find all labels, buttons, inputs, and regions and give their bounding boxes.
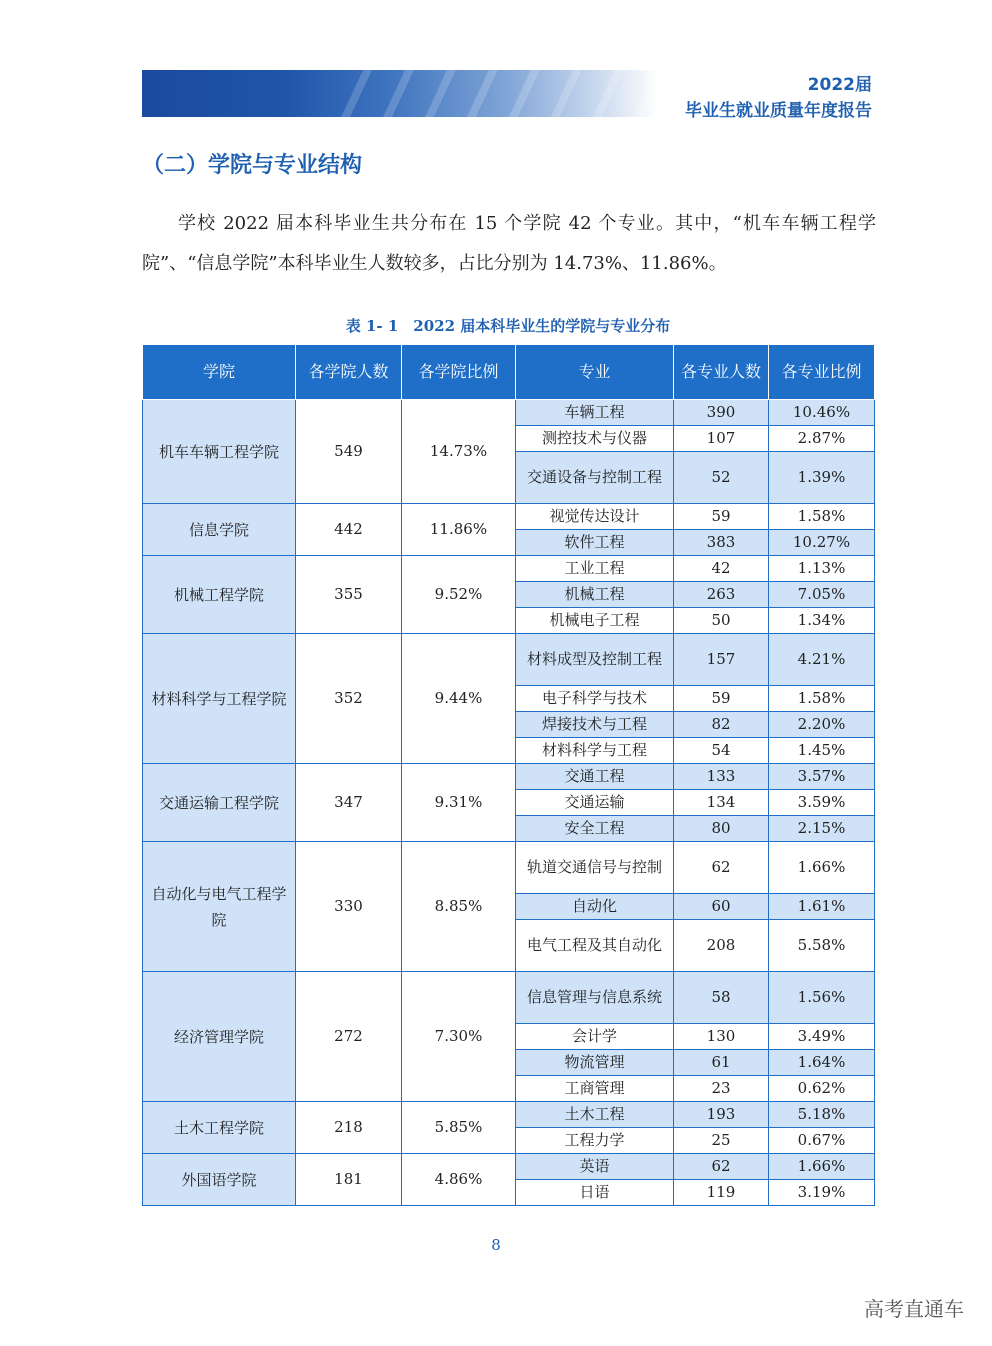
- report-title: 毕业生就业质量年度报告: [685, 101, 872, 121]
- college-count-cell: 330: [296, 842, 402, 972]
- major-name-cell: 交通工程: [516, 764, 674, 790]
- major-name-cell: 材料成型及控制工程: [516, 634, 674, 686]
- college-major-table: [142, 344, 875, 1206]
- table-row: [143, 400, 875, 426]
- major-name-cell: 电气工程及其自动化: [516, 920, 674, 972]
- college-ratio-cell: 7.30%: [402, 972, 516, 1102]
- college-ratio-cell: 9.52%: [402, 556, 516, 634]
- table-row: [143, 842, 875, 894]
- major-ratio-cell: 1.56%: [769, 972, 875, 1024]
- major-ratio-cell: 1.61%: [769, 894, 875, 920]
- table-row: [143, 634, 875, 686]
- major-ratio-cell: 1.58%: [769, 504, 875, 530]
- table-row: [143, 764, 875, 790]
- college-ratio-cell: 5.85%: [402, 1102, 516, 1154]
- major-ratio-cell: 7.05%: [769, 582, 875, 608]
- major-ratio-cell: 3.49%: [769, 1024, 875, 1050]
- major-ratio-cell: 3.57%: [769, 764, 875, 790]
- major-name-cell: 车辆工程: [516, 400, 674, 426]
- major-count-cell: 157: [674, 634, 769, 686]
- major-ratio-cell: 5.18%: [769, 1102, 875, 1128]
- major-name-cell: 工业工程: [516, 556, 674, 582]
- college-name-cell: 材料科学与工程学院: [143, 634, 296, 764]
- major-count-cell: 263: [674, 582, 769, 608]
- major-count-cell: 50: [674, 608, 769, 634]
- major-count-cell: 107: [674, 426, 769, 452]
- major-name-cell: 会计学: [516, 1024, 674, 1050]
- major-count-cell: 42: [674, 556, 769, 582]
- table-row: [143, 504, 875, 530]
- table-row: [143, 1154, 875, 1180]
- major-ratio-cell: 1.34%: [769, 608, 875, 634]
- page-number: 8: [491, 1236, 501, 1254]
- watermark: 高考直通车: [864, 1297, 964, 1321]
- major-count-cell: 62: [674, 1154, 769, 1180]
- header-major-ratio: 各专业比例: [769, 345, 875, 400]
- major-count-cell: 390: [674, 400, 769, 426]
- college-ratio-cell: 9.31%: [402, 764, 516, 842]
- table-row: [143, 556, 875, 582]
- major-ratio-cell: 10.27%: [769, 530, 875, 556]
- major-name-cell: 英语: [516, 1154, 674, 1180]
- major-count-cell: 23: [674, 1076, 769, 1102]
- major-name-cell: 日语: [516, 1180, 674, 1206]
- major-count-cell: 61: [674, 1050, 769, 1076]
- major-ratio-cell: 1.39%: [769, 452, 875, 504]
- college-count-cell: 181: [296, 1154, 402, 1206]
- header-college-count: 各学院人数: [296, 345, 402, 400]
- major-count-cell: 60: [674, 894, 769, 920]
- major-count-cell: 58: [674, 972, 769, 1024]
- major-ratio-cell: 1.45%: [769, 738, 875, 764]
- major-ratio-cell: 1.13%: [769, 556, 875, 582]
- intro-paragraph: 学校 2022 届本科毕业生共分布在 15 个学院 42 个专业。其中，“机车车辆工程学院”、“信息学院”本科毕业生人数较多，占比分别为 14.73%、11.86%。: [142, 213, 876, 274]
- college-name-cell: 机车车辆工程学院: [143, 400, 296, 504]
- major-name-cell: 信息管理与信息系统: [516, 972, 674, 1024]
- major-ratio-cell: 2.15%: [769, 816, 875, 842]
- major-count-cell: 52: [674, 452, 769, 504]
- college-ratio-cell: 11.86%: [402, 504, 516, 556]
- major-ratio-cell: 1.58%: [769, 686, 875, 712]
- header-major: 专业: [516, 345, 674, 400]
- major-count-cell: 62: [674, 842, 769, 894]
- college-count-cell: 352: [296, 634, 402, 764]
- major-ratio-cell: 1.66%: [769, 1154, 875, 1180]
- major-count-cell: 193: [674, 1102, 769, 1128]
- major-name-cell: 测控技术与仪器: [516, 426, 674, 452]
- table-caption: 表 1- 1 2022 届本科毕业生的学院与专业分布: [345, 317, 671, 335]
- major-ratio-cell: 0.67%: [769, 1128, 875, 1154]
- major-ratio-cell: 0.62%: [769, 1076, 875, 1102]
- header-major-count: 各专业人数: [674, 345, 769, 400]
- major-name-cell: 机械电子工程: [516, 608, 674, 634]
- college-count-cell: 347: [296, 764, 402, 842]
- major-name-cell: 交通设备与控制工程: [516, 452, 674, 504]
- report-year: 2022届: [807, 75, 872, 95]
- major-name-cell: 交通运输: [516, 790, 674, 816]
- college-name-cell: 机械工程学院: [143, 556, 296, 634]
- major-count-cell: 25: [674, 1128, 769, 1154]
- major-name-cell: 软件工程: [516, 530, 674, 556]
- section-heading: （二）学院与专业结构: [142, 153, 363, 178]
- major-ratio-cell: 4.21%: [769, 634, 875, 686]
- major-name-cell: 工商管理: [516, 1076, 674, 1102]
- major-name-cell: 电子科学与技术: [516, 686, 674, 712]
- college-name-cell: 土木工程学院: [143, 1102, 296, 1154]
- college-ratio-cell: 14.73%: [402, 400, 516, 504]
- major-name-cell: 轨道交通信号与控制: [516, 842, 674, 894]
- major-count-cell: 383: [674, 530, 769, 556]
- major-name-cell: 土木工程: [516, 1102, 674, 1128]
- major-ratio-cell: 3.59%: [769, 790, 875, 816]
- major-count-cell: 130: [674, 1024, 769, 1050]
- major-count-cell: 54: [674, 738, 769, 764]
- major-count-cell: 133: [674, 764, 769, 790]
- college-count-cell: 272: [296, 972, 402, 1102]
- major-name-cell: 安全工程: [516, 816, 674, 842]
- college-count-cell: 549: [296, 400, 402, 504]
- college-name-cell: 外国语学院: [143, 1154, 296, 1206]
- major-count-cell: 80: [674, 816, 769, 842]
- header-banner-stripes: [330, 70, 660, 117]
- header-college-ratio: 各学院比例: [402, 345, 516, 400]
- major-count-cell: 119: [674, 1180, 769, 1206]
- header-college: 学院: [143, 345, 296, 400]
- major-count-cell: 59: [674, 686, 769, 712]
- college-name-cell: 信息学院: [143, 504, 296, 556]
- major-count-cell: 82: [674, 712, 769, 738]
- table-header-row: [143, 345, 875, 400]
- major-ratio-cell: 5.58%: [769, 920, 875, 972]
- major-ratio-cell: 1.64%: [769, 1050, 875, 1076]
- college-ratio-cell: 8.85%: [402, 842, 516, 972]
- major-name-cell: 视觉传达设计: [516, 504, 674, 530]
- college-count-cell: 442: [296, 504, 402, 556]
- major-ratio-cell: 1.66%: [769, 842, 875, 894]
- major-ratio-cell: 3.19%: [769, 1180, 875, 1206]
- table-body: [143, 400, 875, 1206]
- college-name-cell: 自动化与电气工程学院: [143, 842, 296, 972]
- college-name-cell: 经济管理学院: [143, 972, 296, 1102]
- college-count-cell: 218: [296, 1102, 402, 1154]
- major-count-cell: 208: [674, 920, 769, 972]
- college-count-cell: 355: [296, 556, 402, 634]
- major-ratio-cell: 2.20%: [769, 712, 875, 738]
- major-name-cell: 自动化: [516, 894, 674, 920]
- table-row: [143, 1102, 875, 1128]
- major-name-cell: 工程力学: [516, 1128, 674, 1154]
- college-name-cell: 交通运输工程学院: [143, 764, 296, 842]
- table-row: [143, 972, 875, 1024]
- major-name-cell: 材料科学与工程: [516, 738, 674, 764]
- college-ratio-cell: 4.86%: [402, 1154, 516, 1206]
- college-ratio-cell: 9.44%: [402, 634, 516, 764]
- major-count-cell: 134: [674, 790, 769, 816]
- major-count-cell: 59: [674, 504, 769, 530]
- major-name-cell: 物流管理: [516, 1050, 674, 1076]
- major-ratio-cell: 10.46%: [769, 400, 875, 426]
- major-ratio-cell: 2.87%: [769, 426, 875, 452]
- major-name-cell: 机械工程: [516, 582, 674, 608]
- major-name-cell: 焊接技术与工程: [516, 712, 674, 738]
